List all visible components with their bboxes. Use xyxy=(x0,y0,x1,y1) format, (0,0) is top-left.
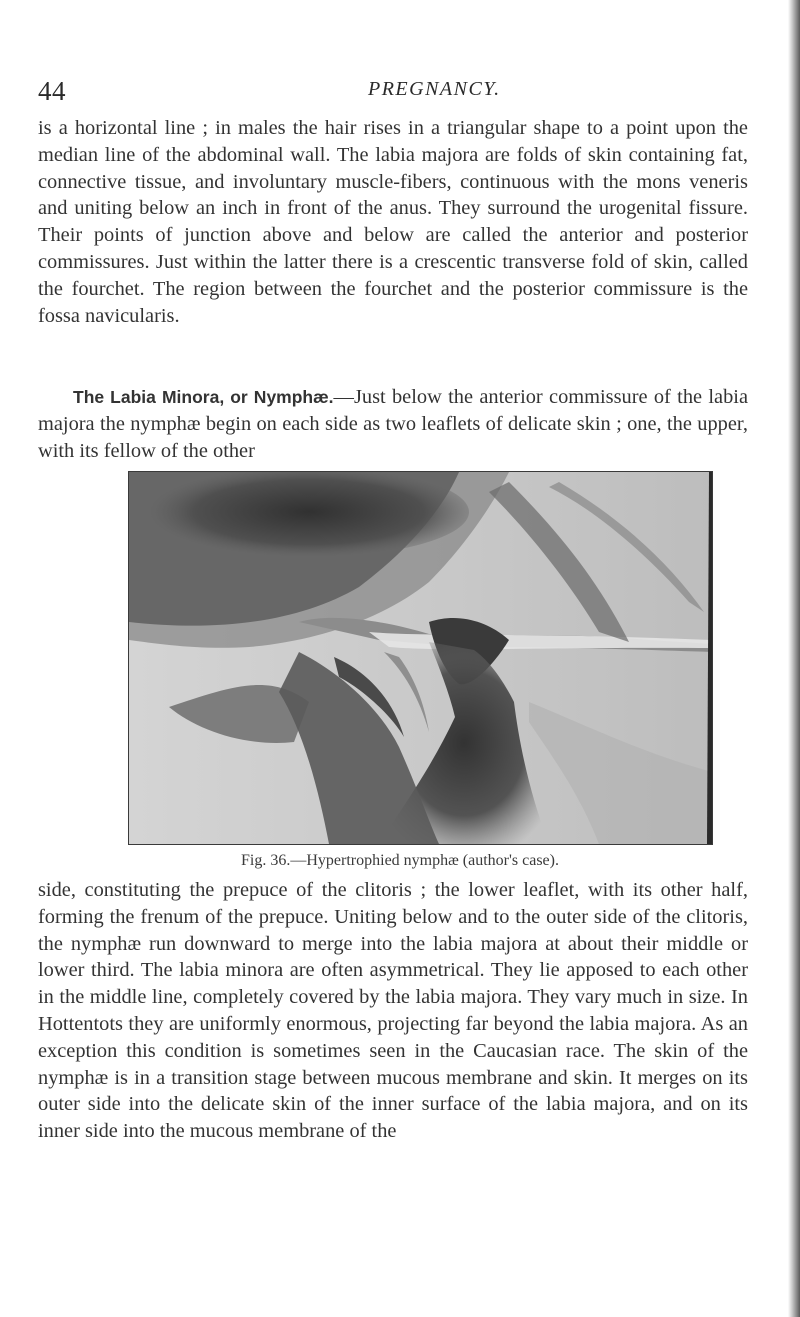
figure-caption: Fig. 36.—Hypertrophied nymphæ (author's case). xyxy=(241,852,559,869)
page-number: 44 xyxy=(38,76,66,106)
running-title: PREGNANCY. xyxy=(368,78,501,100)
section-heading: The Labia Minora, or Nymphæ. xyxy=(73,387,334,407)
paragraph-labia-minora xyxy=(38,384,748,464)
figure-photograph xyxy=(129,472,712,844)
page-edge xyxy=(788,0,800,1317)
figure-image xyxy=(128,471,713,845)
paragraph: side, constituting the prepuce of the clitoris ; the lower leaflet, with its other half, forming the frenum of the prepuce. Uniting below and to the outer side of the clitoris, the nymphæ run downward to merge into the labia majora at about their middle or lower third. The labia minora are often asymmetrical. They lie apposed to each other in the middle line, completely covered by the labia majora. They vary much in size. In Hottentots they are uniformly enormous, projecting far beyond the labia majora. As an exception this condition is sometimes seen in the Caucasian race. The skin of the nymphæ is in a transition stage between mucous membrane and skin. It merges on its outer side into the delicate skin of the inner surface of the labia majora, and on its inner side into the mucous membrane of the xyxy=(38,879,748,1143)
paragraph: is a horizontal line ; in males the hair rises in a triangular shape to a point upon the median line of the abdominal wall. The labia majora are folds of skin containing fat, connective tissue, and involuntary muscle-fibers, continuous with the mons veneris and uniting below an inch in front of the anus. They surround the urogenital fissure. Their points of junction above and below are called the anterior and posterior commissures. Just within the latter there is a crescentic transverse fold of skin, called the fourchet. The region between the fourchet and the posterior commissure is the fossa navicularis. xyxy=(38,117,748,327)
paragraph-body: —Just below the anterior commissure of the labia majora the nymphæ begin on each side as two leaflets of delicate skin ; one, the upper, with its fellow of the other xyxy=(38,386,748,462)
page-header xyxy=(38,76,778,106)
